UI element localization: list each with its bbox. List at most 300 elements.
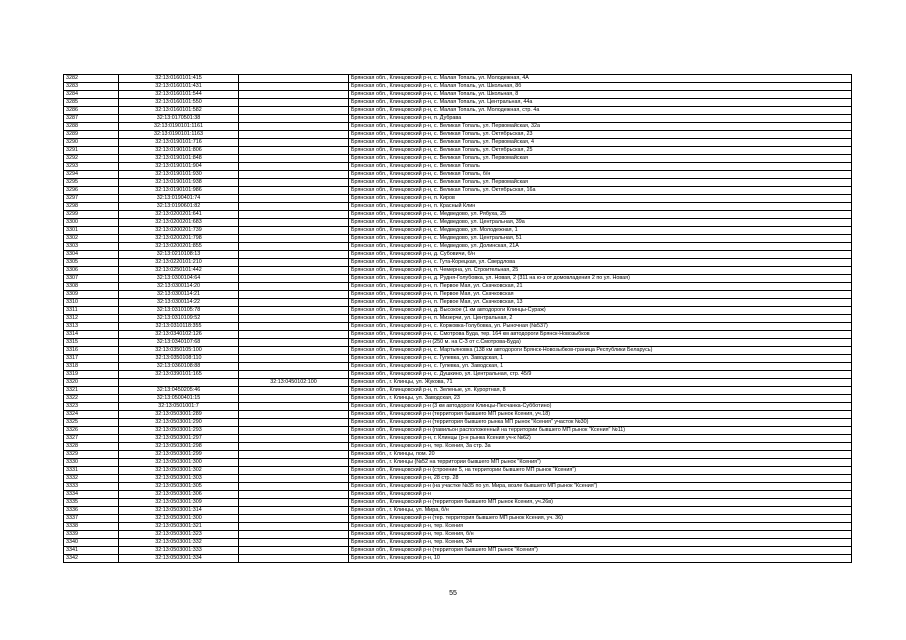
cadastral-number-cell: 32:13:0503001:305	[119, 483, 239, 491]
table-row	[64, 531, 852, 539]
table-row	[64, 499, 852, 507]
address-cell: Брянская обл., Клинцовский р-н, с. Великая Топаль, б/н	[349, 171, 852, 179]
table-row	[64, 339, 852, 347]
cadastral-number-alt-cell	[239, 371, 349, 379]
table-row	[64, 275, 852, 283]
row-number-cell: 3286	[64, 107, 119, 115]
table-row	[64, 219, 852, 227]
table-row	[64, 163, 852, 171]
cadastral-number-cell: 32:13:0360108:88	[119, 363, 239, 371]
table-row	[64, 371, 852, 379]
cadastral-number-cell	[119, 379, 239, 387]
row-number-cell: 3306	[64, 267, 119, 275]
cadastral-number-cell: 32:13:0190601:82	[119, 203, 239, 211]
address-cell: Брянская обл., Клинцовский р-н, п. Мизерчи, ул. Центральная, 2	[349, 315, 852, 323]
address-cell: Брянская обл., Клинцовский р-н, п. Первое Мая, ул. Скачковская, 13	[349, 299, 852, 307]
row-number-cell: 3290	[64, 139, 119, 147]
row-number-cell: 3324	[64, 411, 119, 419]
address-cell: Брянская обл., Клинцовский р-н (территория бывшего МП рынок Ксения, уч.18)	[349, 411, 852, 419]
address-cell: Брянская обл., Клинцовский р-н, п. Чемерна, ул. Строительная, 25	[349, 267, 852, 275]
cadastral-number-cell: 32:13:0503001:293	[119, 427, 239, 435]
cadastral-number-alt-cell	[239, 315, 349, 323]
row-number-cell: 3321	[64, 387, 119, 395]
cadastral-number-alt-cell	[239, 299, 349, 307]
row-number-cell: 3300	[64, 219, 119, 227]
row-number-cell: 3322	[64, 395, 119, 403]
cadastral-number-alt-cell	[239, 419, 349, 427]
address-cell: Брянская обл., Клинцовский р-н (250 м. на С-З от с.Смотрова-Буда)	[349, 339, 852, 347]
address-cell: Брянская обл., г. Клинцы, пом. 20	[349, 451, 852, 459]
table-row	[64, 283, 852, 291]
cadastral-number-cell: 32:13:0501001:7	[119, 403, 239, 411]
cadastral-number-cell: 32:13:0390101:165	[119, 371, 239, 379]
cadastral-number-cell: 32:13:0190101:806	[119, 147, 239, 155]
cadastral-number-alt-cell	[239, 363, 349, 371]
cadastral-number-alt-cell	[239, 475, 349, 483]
table-row	[64, 171, 852, 179]
cadastral-number-alt-cell	[239, 267, 349, 275]
table-row	[64, 211, 852, 219]
cadastral-number-cell: 32:13:0310118:355	[119, 323, 239, 331]
address-cell: Брянская обл., Клинцовский р-н (на участке №35 по ул. Мира, возле бывшего МП рынок "Ксения")	[349, 483, 852, 491]
cadastral-number-alt-cell	[239, 123, 349, 131]
cadastral-number-cell: 32:13:0220101:210	[119, 259, 239, 267]
cadastral-number-cell: 32:13:0190101:904	[119, 163, 239, 171]
address-cell: Брянская обл., Клинцовский р-н, п. Первое Мая, ул. Скачковская	[349, 291, 852, 299]
cadastral-number-alt-cell	[239, 491, 349, 499]
table-row	[64, 547, 852, 555]
row-number-cell: 3339	[64, 531, 119, 539]
table-row	[64, 139, 852, 147]
row-number-cell: 3336	[64, 507, 119, 515]
row-number-cell: 3330	[64, 459, 119, 467]
row-number-cell: 3295	[64, 179, 119, 187]
table-row	[64, 443, 852, 451]
table-row	[64, 147, 852, 155]
row-number-cell: 3337	[64, 515, 119, 523]
row-number-cell: 3284	[64, 91, 119, 99]
cadastral-number-cell: 32:13:0300114:21	[119, 291, 239, 299]
table-row	[64, 323, 852, 331]
row-number-cell: 3308	[64, 283, 119, 291]
table-row	[64, 411, 852, 419]
table-row	[64, 203, 852, 211]
table-row	[64, 419, 852, 427]
cadastral-number-cell: 32:13:0190101:848	[119, 155, 239, 163]
table-row	[64, 523, 852, 531]
address-cell: Брянская обл., Клинцовский р-н, с. Великая Топаль	[349, 163, 852, 171]
cadastral-number-alt-cell	[239, 539, 349, 547]
address-cell: Брянская обл., Клинцовский р-н, г. Клинцы (р-н рынка Ксения уч-к №62)	[349, 435, 852, 443]
address-cell: Брянская обл., Клинцовский р-н, с. Малая Топаль, ул. Молодежная, 4А	[349, 75, 852, 83]
address-cell: Брянская обл., Клинцовский р-н, с. Смотрова Буда, тер. 164 км автодороги Брянск-Новозыбков	[349, 331, 852, 339]
cadastral-number-cell: 32:13:0503001:309	[119, 499, 239, 507]
address-cell: Брянская обл., Клинцовский р-н, с. Медведово, ул. Центральная, 39а	[349, 219, 852, 227]
row-number-cell: 3299	[64, 211, 119, 219]
table-row	[64, 131, 852, 139]
cadastral-number-alt-cell	[239, 387, 349, 395]
cadastral-number-alt-cell	[239, 547, 349, 555]
address-cell: Брянская обл., Клинцовский р-н, тер. Ксения, 24	[349, 539, 852, 547]
address-cell: Брянская обл., Клинцовский р-н, с. Великая Топаль, ул. Первомайская, 32а	[349, 123, 852, 131]
table-row	[64, 235, 852, 243]
address-cell: Брянская обл., Клинцовский р-н, с. Великая Топаль, ул. Октябрьская, 16а	[349, 187, 852, 195]
address-cell: Брянская обл., Клинцовский р-н, с. Малая Топаль, ул. Центральная, 44а	[349, 99, 852, 107]
cadastral-number-cell: 32:13:0503001:333	[119, 547, 239, 555]
cadastral-number-alt-cell	[239, 235, 349, 243]
table-row	[64, 403, 852, 411]
row-number-cell: 3294	[64, 171, 119, 179]
table-row	[64, 363, 852, 371]
cadastral-number-cell: 32:13:0310109:52	[119, 315, 239, 323]
row-number-cell: 3293	[64, 163, 119, 171]
cadastral-number-cell: 32:13:0190101:1161	[119, 123, 239, 131]
cadastral-number-alt-cell	[239, 211, 349, 219]
address-cell: Брянская обл., Клинцовский р-н, с. Коржовка-Голубовка, ул. Рыночная (№537)	[349, 323, 852, 331]
row-number-cell: 3329	[64, 451, 119, 459]
cadastral-number-alt-cell	[239, 147, 349, 155]
table-row	[64, 307, 852, 315]
cadastral-number-cell: 32:13:0503001:297	[119, 435, 239, 443]
table-row	[64, 115, 852, 123]
table-row	[64, 491, 852, 499]
cadastral-number-cell: 32:13:0450205:46	[119, 387, 239, 395]
row-number-cell: 3291	[64, 147, 119, 155]
cadastral-number-alt-cell	[239, 155, 349, 163]
address-cell: Брянская обл., Клинцовский р-н, тер. Ксения	[349, 523, 852, 531]
cadastral-number-cell: 32:13:0170501:38	[119, 115, 239, 123]
address-cell: Брянская обл., Клинцовский р-н, с. Медведово, ул. Рябуха, 25	[349, 211, 852, 219]
cadastral-number-alt-cell	[239, 395, 349, 403]
table-row	[64, 331, 852, 339]
address-cell: Брянская обл., Клинцовский р-н, 10	[349, 555, 852, 563]
row-number-cell: 3334	[64, 491, 119, 499]
cadastral-number-cell: 32:13:0503001:332	[119, 539, 239, 547]
row-number-cell: 3298	[64, 203, 119, 211]
address-cell: Брянская обл., Клинцовский р-н, с. Великая Топаль, ул. Октябрьская, 25	[349, 147, 852, 155]
cadastral-number-alt-cell	[239, 195, 349, 203]
address-cell: Брянская обл., Клинцовский р-н, тер. Ксения, 3а стр. 3а	[349, 443, 852, 451]
cadastral-number-cell: 32:13:0190101:938	[119, 179, 239, 187]
cadastral-number-cell: 32:13:0503001:290	[119, 419, 239, 427]
address-cell: Брянская обл., г. Клинцы, ул. Жукова, 71	[349, 379, 852, 387]
address-cell: Брянская обл., Клинцовский р-н (территория бывшего рынка МП рынок "Ксения" участок №30)	[349, 419, 852, 427]
cadastral-number-alt-cell	[239, 307, 349, 315]
row-number-cell: 3303	[64, 243, 119, 251]
cadastral-number-alt-cell	[239, 107, 349, 115]
table-row	[64, 259, 852, 267]
cadastral-number-cell: 32:13:0160101:544	[119, 91, 239, 99]
table-row	[64, 555, 852, 563]
row-number-cell: 3311	[64, 307, 119, 315]
row-number-cell: 3333	[64, 483, 119, 491]
row-number-cell: 3320	[64, 379, 119, 387]
table-row	[64, 299, 852, 307]
cadastral-number-alt-cell	[239, 499, 349, 507]
cadastral-number-cell: 32:13:0350108:110	[119, 355, 239, 363]
cadastral-number-alt-cell	[239, 179, 349, 187]
cadastral-number-cell: 32:13:0503001:306	[119, 491, 239, 499]
cadastral-number-cell: 32:13:0340107:68	[119, 339, 239, 347]
row-number-cell: 3327	[64, 435, 119, 443]
table-row	[64, 387, 852, 395]
cadastral-number-alt-cell	[239, 219, 349, 227]
cadastral-number-alt-cell	[239, 531, 349, 539]
cadastral-number-cell: 32:13:0503001:321	[119, 523, 239, 531]
cadastral-number-alt-cell	[239, 275, 349, 283]
row-number-cell: 3283	[64, 83, 119, 91]
cadastral-number-cell: 32:13:0503001:303	[119, 475, 239, 483]
address-cell: Брянская обл., Клинцовский р-н (территория бывшего МП рынок "Ксения")	[349, 547, 852, 555]
cadastral-number-cell: 32:13:0250101:442	[119, 267, 239, 275]
address-cell: Брянская обл., Клинцовский р-н, с. Малая Топаль, ул. Школьная, 8б	[349, 83, 852, 91]
table-row	[64, 379, 852, 387]
address-cell: Брянская обл., Клинцовский р-н (строение 5, на территории бывшего МП рынок "Ксения")	[349, 467, 852, 475]
row-number-cell: 3304	[64, 251, 119, 259]
table-row	[64, 395, 852, 403]
cadastral-number-alt-cell	[239, 435, 349, 443]
row-number-cell: 3307	[64, 275, 119, 283]
cadastral-number-cell: 32:13:0300114:20	[119, 283, 239, 291]
row-number-cell: 3292	[64, 155, 119, 163]
row-number-cell: 3341	[64, 547, 119, 555]
cadastral-number-alt-cell	[239, 227, 349, 235]
cadastral-number-cell: 32:13:0310105:78	[119, 307, 239, 315]
row-number-cell: 3340	[64, 539, 119, 547]
address-cell: Брянская обл., Клинцовский р-н, с. Гулевка, ул. Заводская, 1	[349, 363, 852, 371]
address-cell: Брянская обл., Клинцовский р-н, д. Субовичи, б/н	[349, 251, 852, 259]
address-cell: Брянская обл., Клинцовский р-н, с. Медведово, ул. Молодежная, 1	[349, 227, 852, 235]
cadastral-number-alt-cell	[239, 115, 349, 123]
row-number-cell: 3338	[64, 523, 119, 531]
table-row	[64, 123, 852, 131]
cadastral-number-alt-cell	[239, 523, 349, 531]
cadastral-number-cell: 32:13:0200201:739	[119, 227, 239, 235]
cadastral-number-cell: 32:13:0210108:13	[119, 251, 239, 259]
cadastral-number-cell: 32:13:0503001:300	[119, 459, 239, 467]
cadastral-number-alt-cell	[239, 339, 349, 347]
cadastral-number-cell: 32:13:0340102:126	[119, 331, 239, 339]
row-number-cell: 3342	[64, 555, 119, 563]
table-row	[64, 267, 852, 275]
address-cell: Брянская обл., г. Клинцы, ул. Мира, б/н	[349, 507, 852, 515]
cadastral-number-alt-cell	[239, 515, 349, 523]
address-cell: Брянская обл., Клинцовский р-н, с. Малая Топаль, ул. Молодежная, стр. 4а	[349, 107, 852, 115]
address-cell: Брянская обл., Клинцовский р-н, с. Великая Топаль, ул. Первомайская, 4	[349, 139, 852, 147]
cadastral-number-alt-cell	[239, 483, 349, 491]
address-cell: Брянская обл., Клинцовский р-н, с. Медведово, ул. Долинская, 21А	[349, 243, 852, 251]
row-number-cell: 3328	[64, 443, 119, 451]
table-row	[64, 451, 852, 459]
address-cell: Брянская обл., Клинцовский р-н, п. Красный Клин	[349, 203, 852, 211]
cadastral-number-alt-cell	[239, 411, 349, 419]
cadastral-number-cell: 32:13:0300114:22	[119, 299, 239, 307]
page-number: 55	[449, 590, 457, 597]
cadastral-number-alt-cell	[239, 139, 349, 147]
address-cell: Брянская обл., Клинцовский р-н, тер. Ксения, б/н	[349, 531, 852, 539]
cadastral-number-cell: 32:13:0200201:641	[119, 211, 239, 219]
table-row	[64, 243, 852, 251]
table-row	[64, 291, 852, 299]
address-cell: Брянская обл., Клинцовский р-н, п. Дубрава	[349, 115, 852, 123]
cadastral-number-cell: 32:13:0190101:716	[119, 139, 239, 147]
address-cell: Брянская обл., Клинцовский р-н	[349, 491, 852, 499]
address-cell: Брянская обл., Клинцовский р-н, д. Высокое (1 км автодороги Клинцы-Сураж)	[349, 307, 852, 315]
cadastral-number-cell: 32:13:0160101:582	[119, 107, 239, 115]
cadastral-number-cell: 32:13:0200201:683	[119, 219, 239, 227]
cadastral-number-cell: 32:13:0503001:302	[119, 467, 239, 475]
cadastral-number-cell: 32:13:0350105:100	[119, 347, 239, 355]
address-cell: Брянская обл., Клинцовский р-н (территория бывшего МП рынок Ксения, уч.26в)	[349, 499, 852, 507]
cadastral-number-alt-cell	[239, 355, 349, 363]
table-row	[64, 467, 852, 475]
cadastral-number-cell: 32:13:0503001:298	[119, 443, 239, 451]
cadastral-number-alt-cell	[239, 243, 349, 251]
cadastral-number-alt-cell	[239, 467, 349, 475]
table-row	[64, 107, 852, 115]
table-row	[64, 427, 852, 435]
address-cell: Брянская обл., Клинцовский р-н, с. Гута-Корецкая, ул. Свердлова	[349, 259, 852, 267]
cadastral-number-cell: 32:13:0190101:1163	[119, 131, 239, 139]
table-row	[64, 195, 852, 203]
address-cell: Брянская обл., Клинцовский р-н, с. Медведово, ул. Центральная, 51	[349, 235, 852, 243]
table-row	[64, 155, 852, 163]
cadastral-number-cell: 32:13:0503001:323	[119, 531, 239, 539]
address-cell: Брянская обл., Клинцовский р-н, с. Малая Топаль, ул. Школьная, 8	[349, 91, 852, 99]
address-cell: Брянская обл., Клинцовский р-н (3 км автодороги Клинцы-Песчанка-Субботино)	[349, 403, 852, 411]
cadastral-number-alt-cell	[239, 131, 349, 139]
row-number-cell: 3288	[64, 123, 119, 131]
cadastral-number-alt-cell	[239, 555, 349, 563]
cadastral-number-cell: 32:13:0190101:930	[119, 171, 239, 179]
row-number-cell: 3312	[64, 315, 119, 323]
table-row	[64, 435, 852, 443]
address-cell: Брянская обл., Клинцовский р-н, д. Рудня-Голубовка, ул. Новая, 2 (311 на ю-з от домовладения 2 по ул. Новая)	[349, 275, 852, 283]
cadastral-number-cell: 32:13:0160101:550	[119, 99, 239, 107]
cadastral-number-alt-cell	[239, 331, 349, 339]
row-number-cell: 3297	[64, 195, 119, 203]
row-number-cell: 3314	[64, 331, 119, 339]
cadastral-number-cell: 32:13:0503001:314	[119, 507, 239, 515]
table-row	[64, 187, 852, 195]
cadastral-number-alt-cell	[239, 163, 349, 171]
address-cell: Брянская обл., Клинцовский р-н, с. Великая Топаль, ул. Первомайская	[349, 155, 852, 163]
cadastral-number-alt-cell	[239, 91, 349, 99]
row-number-cell: 3313	[64, 323, 119, 331]
table-row	[64, 459, 852, 467]
table-row	[64, 315, 852, 323]
address-cell: Брянская обл., Клинцовский р-н, с. Душкино, ул. Центральная, стр. 45/9	[349, 371, 852, 379]
address-cell: Брянская обл., Клинцовский р-н, 28 стр. 28	[349, 475, 852, 483]
table-row	[64, 507, 852, 515]
table-row	[64, 515, 852, 523]
cadastral-number-alt-cell	[239, 99, 349, 107]
address-cell: Брянская обл., Клинцовский р-н, п. Зеленые, ул. Курортная, 8	[349, 387, 852, 395]
row-number-cell: 3315	[64, 339, 119, 347]
address-cell: Брянская обл., Клинцовский р-н, с. Великая Топаль, ул. Октябрьская, 23	[349, 131, 852, 139]
table-row	[64, 539, 852, 547]
address-cell: Брянская обл., Клинцовский р-н, п. Первое Мая, ул. Скачковская, 21	[349, 283, 852, 291]
table-row	[64, 347, 852, 355]
cadastral-number-cell: 32:13:0160101:431	[119, 83, 239, 91]
row-number-cell: 3335	[64, 499, 119, 507]
cadastral-number-alt-cell	[239, 323, 349, 331]
address-cell: Брянская обл., Клинцовский р-н, с. Мартьяновка (138 км автодороги Брянск-Новозыбков-граница Республики Беларусь)	[349, 347, 852, 355]
row-number-cell: 3331	[64, 467, 119, 475]
cadastral-number-alt-cell	[239, 451, 349, 459]
table-row	[64, 99, 852, 107]
row-number-cell: 3323	[64, 403, 119, 411]
cadastral-number-cell: 32:13:0200201:798	[119, 235, 239, 243]
cadastral-table	[63, 74, 852, 563]
cadastral-number-cell: 32:13:0503001:289	[119, 411, 239, 419]
address-cell: Брянская обл., г. Клинцы (№52 на территории бывшего МП рынок "Ксения")	[349, 459, 852, 467]
cadastral-number-cell: 32:13:0200201:855	[119, 243, 239, 251]
cadastral-number-alt-cell	[239, 283, 349, 291]
row-number-cell: 3302	[64, 235, 119, 243]
row-number-cell: 3289	[64, 131, 119, 139]
table-row	[64, 91, 852, 99]
address-cell: Брянская обл., Клинцовский р-н, п. Киров	[349, 195, 852, 203]
cadastral-number-alt-cell	[239, 83, 349, 91]
row-number-cell: 3301	[64, 227, 119, 235]
cadastral-number-cell: 32:13:0503001:334	[119, 555, 239, 563]
row-number-cell: 3305	[64, 259, 119, 267]
address-cell: Брянская обл., Клинцовский р-н (тер. территория бывшего МП рынок Ксения, уч. 36)	[349, 515, 852, 523]
cadastral-number-cell: 32:13:0503001:300	[119, 515, 239, 523]
cadastral-number-alt-cell	[239, 459, 349, 467]
row-number-cell: 3317	[64, 355, 119, 363]
row-number-cell: 3325	[64, 419, 119, 427]
row-number-cell: 3282	[64, 75, 119, 83]
table-row	[64, 355, 852, 363]
cadastral-table-body	[64, 75, 852, 563]
cadastral-number-alt-cell	[239, 203, 349, 211]
cadastral-number-alt-cell	[239, 171, 349, 179]
row-number-cell: 3319	[64, 371, 119, 379]
table-row	[64, 83, 852, 91]
address-cell: Брянская обл., Клинцовский р-н (павильон расположенный на территории бывшего МП рынок "Ксения" №11)	[349, 427, 852, 435]
row-number-cell: 3287	[64, 115, 119, 123]
table-row	[64, 251, 852, 259]
row-number-cell: 3309	[64, 291, 119, 299]
table-row	[64, 475, 852, 483]
cadastral-number-alt-cell	[239, 251, 349, 259]
cadastral-number-alt-cell	[239, 507, 349, 515]
cadastral-number-alt-cell	[239, 187, 349, 195]
cadastral-number-cell: 32:13:0160101:415	[119, 75, 239, 83]
cadastral-number-alt-cell	[239, 291, 349, 299]
table-row	[64, 75, 852, 83]
table-row	[64, 227, 852, 235]
cadastral-number-alt-cell	[239, 259, 349, 267]
cadastral-number-cell: 32:13:0500401:15	[119, 395, 239, 403]
table-row	[64, 179, 852, 187]
cadastral-number-cell: 32:13:0190401:74	[119, 195, 239, 203]
cadastral-number-cell: 32:13:0503001:299	[119, 451, 239, 459]
cadastral-number-alt-cell	[239, 403, 349, 411]
row-number-cell: 3310	[64, 299, 119, 307]
cadastral-number-alt-cell: 32:13:0450102:100	[239, 379, 349, 387]
row-number-cell: 3285	[64, 99, 119, 107]
cadastral-number-alt-cell	[239, 427, 349, 435]
row-number-cell: 3326	[64, 427, 119, 435]
cadastral-number-alt-cell	[239, 75, 349, 83]
address-cell: Брянская обл., Клинцовский р-н, с. Великая Топаль, ул. Первомайская	[349, 179, 852, 187]
address-cell: Брянская обл., Клинцовский р-н, с. Гулевка, ул. Заводская, 1	[349, 355, 852, 363]
address-cell: Брянская обл., г. Клинцы, ул. Заводская, 23	[349, 395, 852, 403]
cadastral-number-cell: 32:13:0300104:64	[119, 275, 239, 283]
